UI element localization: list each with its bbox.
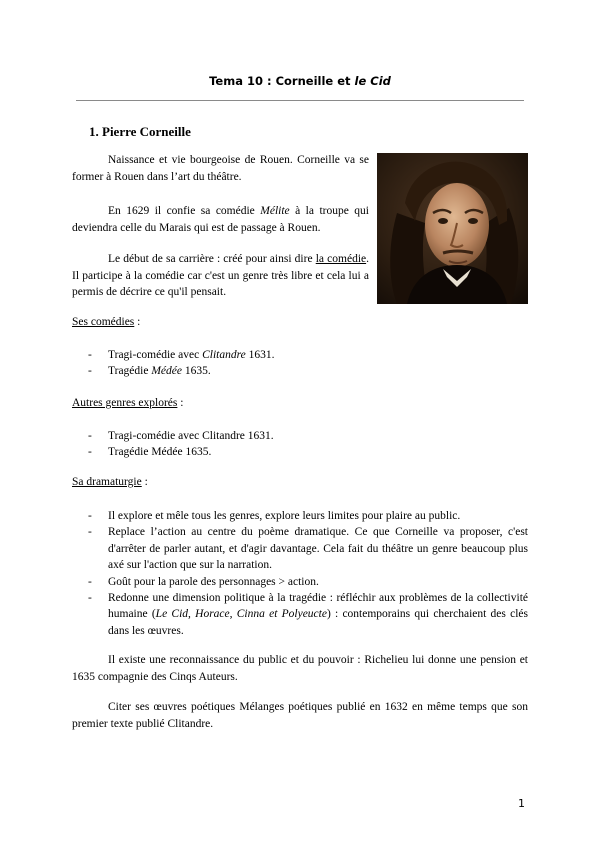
bullet-dash: - xyxy=(88,430,92,442)
list-item-text: Redonne une dimension politique à la tragédie : réfléchir aux problèmes de la collectivité humaine ( xyxy=(108,592,528,621)
list-item xyxy=(88,428,528,444)
page-number: 1 xyxy=(518,797,525,810)
heading-autres-colon: : xyxy=(177,397,184,409)
heading-comedies xyxy=(72,316,140,328)
work-title: Médée xyxy=(151,365,182,378)
list-item xyxy=(88,363,528,379)
heading-comedies-colon: : xyxy=(134,316,141,328)
heading-comedies-label: Ses comédies xyxy=(72,316,135,328)
bullet-dash: - xyxy=(88,349,92,361)
melite-title: Mélite xyxy=(260,205,290,217)
list-item xyxy=(88,347,528,363)
paragraph-oeuvres-poetiques xyxy=(72,699,528,732)
paragraph-melite-text-a: En 1629 il confie sa comédie xyxy=(108,205,261,217)
list-item xyxy=(88,444,528,460)
list-item xyxy=(88,590,528,639)
title-main: Tema 10 : Corneille et xyxy=(209,74,355,88)
title-italic: le Cid xyxy=(354,74,391,88)
list-item-text: Il explore et mêle tous les genres, explore leurs limites pour plaire au public. xyxy=(108,510,461,522)
paragraph-reconnaissance xyxy=(72,652,528,685)
paragraph-career-text-a: Le début de sa carrière : créé pour ainsi dire xyxy=(108,253,316,265)
heading-dramaturgie-colon: : xyxy=(141,476,148,488)
list-comedies xyxy=(88,347,528,380)
list-item-text: Goût pour la parole des personnages > action. xyxy=(108,575,319,588)
bullet-dash: - xyxy=(88,446,92,459)
list-item-text: Tragédie Médée 1635. xyxy=(108,446,212,459)
list-item-text: 1635. xyxy=(182,365,211,378)
bullet-dash: - xyxy=(88,575,92,588)
title-divider xyxy=(76,100,524,101)
work-title: Clitandre xyxy=(202,349,246,361)
paragraph-reconnaissance-text: Il existe une reconnaissance du public et du pouvoir : Richelieu lui donne une pension et 1635 compagnie des Cinqs Auteurs. xyxy=(72,654,528,683)
heading-autres-genres xyxy=(72,397,183,409)
list-autres-genres xyxy=(88,428,528,461)
list-item-text: Tragi-comédie avec xyxy=(108,349,203,361)
works-titles: Le Cid, Horace, Cinna et Polyeucte xyxy=(155,608,327,621)
list-item xyxy=(88,508,528,524)
list-item-text: ) : contemporains qui cherchaient des clés dans les œuvres. xyxy=(108,608,528,637)
list-item xyxy=(88,524,528,573)
list-item-text: Tragédie xyxy=(108,365,152,378)
page-title xyxy=(0,74,600,88)
paragraph-birth-text: Naissance et vie bourgeoise de Rouen. Corneille va se former à Rouen dans l’art du théâtre. xyxy=(72,154,369,183)
section-heading: 1. Pierre Corneille xyxy=(89,124,191,139)
list-item-text: Tragi-comédie avec Clitandre 1631. xyxy=(108,430,274,442)
bullet-dash: - xyxy=(88,592,92,605)
bullet-dash: - xyxy=(88,510,92,522)
corneille-portrait xyxy=(377,153,528,304)
list-item-text: 1631. xyxy=(245,349,275,361)
list-item-text: Replace l’action au centre du poème dramatique. Ce que Corneille va proposer, c'est d'arrêter de parler autant, et d'agir davantage. Cela fait du théâtre un genre beaucoup plus axé sur l'action que sur la narration. xyxy=(108,526,528,572)
bullet-dash: - xyxy=(88,365,92,378)
paragraph-birth xyxy=(72,152,369,185)
list-item xyxy=(88,574,528,590)
paragraph-melite-text-b: à la troupe qui deviendra celle du Marais qui est de passage à Rouen. xyxy=(72,205,369,234)
heading-autres-label: Autres genres explorés xyxy=(72,397,178,409)
bullet-dash: - xyxy=(88,526,92,539)
paragraph-career xyxy=(72,251,369,301)
heading-dramaturgie-label: Sa dramaturgie xyxy=(72,476,142,488)
comedie-underlined: la comédie xyxy=(315,253,367,265)
heading-dramaturgie xyxy=(72,476,148,488)
paragraph-melite xyxy=(72,203,369,236)
list-dramaturgie xyxy=(88,508,528,639)
paragraph-oeuvres-text: Citer ses œuvres poétiques Mélanges poétiques publié en 1632 en même temps que son premier texte publié Clitandre. xyxy=(72,701,528,730)
paragraph-career-text-b: . Il participe à la comédie car c'est un genre très libre et cela lui a permis de décrire ce qu'il pensait. xyxy=(72,253,369,298)
